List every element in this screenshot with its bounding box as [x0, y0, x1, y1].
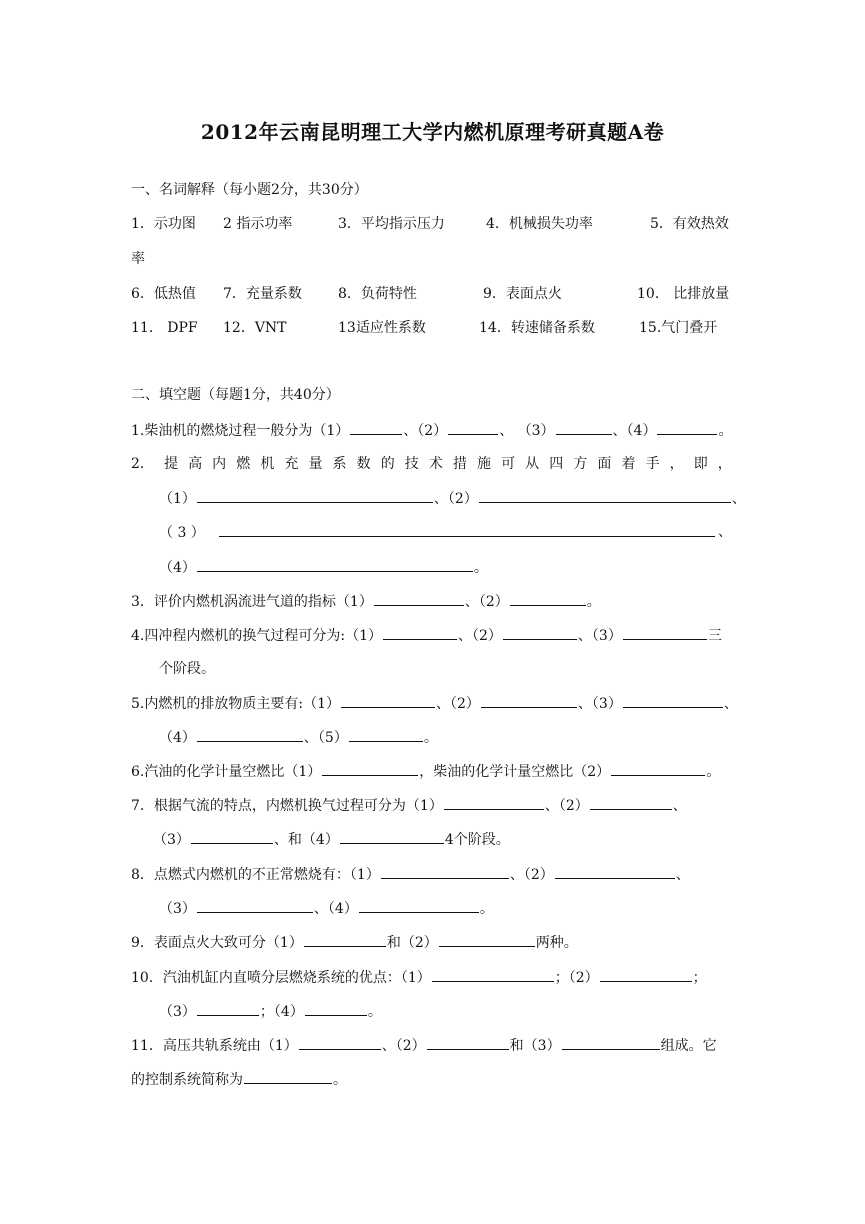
answer-blank[interactable] — [299, 1035, 381, 1050]
question-7: 7．根据气流的特点，内燃机换气过程可分为（1） 、（2） 、 — [131, 795, 687, 816]
answer-blank[interactable] — [448, 420, 498, 435]
answer-blank[interactable] — [197, 557, 473, 572]
answer-blank[interactable] — [383, 625, 457, 640]
answer-blank[interactable] — [427, 1035, 509, 1050]
answer-blank[interactable] — [657, 420, 717, 435]
term-6: 6．低热值 — [131, 286, 196, 302]
question-2-stem-char: 机 — [260, 456, 275, 472]
term-5-wrap: 率 — [131, 251, 145, 267]
answer-blank[interactable] — [305, 1001, 367, 1016]
term-14: 14．转速储备系数 — [479, 320, 595, 336]
question-2-stem-char: 高 — [188, 456, 203, 472]
question-2-stem-char: ， — [669, 456, 684, 472]
answer-blank[interactable] — [304, 932, 386, 947]
question-2-stem-char: 燃 — [236, 456, 251, 472]
answer-blank[interactable] — [322, 761, 418, 776]
question-2-stem-char: 技 — [404, 456, 419, 472]
question-2-stem-char: ， — [717, 456, 732, 472]
answer-blank[interactable] — [197, 1001, 259, 1016]
question-11-cont: 的控制系统简称为 。 — [131, 1069, 347, 1090]
section1-header: 一、名词解释（每小题2分，共30分） — [131, 182, 368, 198]
answer-blank[interactable] — [350, 420, 402, 435]
term-4: 4．机械损失功率 — [486, 216, 593, 232]
answer-blank[interactable] — [623, 693, 723, 708]
question-2-stem-char: 四 — [549, 456, 564, 472]
answer-blank[interactable] — [611, 761, 705, 776]
question-2-stem-char: 量 — [308, 456, 323, 472]
question-5: 5.内燃机的排放物质主要有:（1） 、（2） 、（3） 、 — [131, 693, 738, 714]
question-2-line-3: （4） 。 — [159, 557, 488, 578]
question-2-stem-char: 的 — [380, 456, 395, 472]
question-2-stem-char: 提 — [164, 456, 178, 472]
question-2-stem-char: 术 — [428, 456, 443, 472]
term-15: 15.气门叠开 — [639, 320, 718, 336]
question-9: 9．表面点火大致可分（1） 和（2） 两种。 — [131, 932, 578, 953]
answer-blank[interactable] — [341, 693, 435, 708]
term-3: 3．平均指示压力 — [338, 216, 445, 232]
term-9: 9．表面点火 — [483, 286, 562, 302]
answer-blank[interactable] — [359, 898, 479, 913]
answer-blank[interactable] — [562, 1035, 660, 1050]
question-2-stem-char: 手 — [645, 456, 660, 472]
question-2-stem — [131, 454, 732, 474]
answer-blank[interactable] — [444, 795, 544, 810]
answer-blank[interactable] — [510, 591, 586, 606]
answer-blank[interactable] — [244, 1069, 332, 1084]
question-2-stem-char: 方 — [573, 456, 588, 472]
answer-blank[interactable] — [349, 727, 423, 742]
answer-blank[interactable] — [481, 693, 577, 708]
question-2-stem-char: 充 — [284, 456, 299, 472]
page-title: 2012年云南昆明理工大学内燃机原理考研真题A卷 — [200, 120, 665, 144]
answer-blank[interactable] — [381, 864, 509, 879]
question-3: 3．评价内燃机涡流进气道的指标（1） 、（2） 。 — [131, 591, 601, 612]
answer-blank[interactable] — [479, 488, 731, 503]
term-1: 1．示功图 — [131, 216, 196, 232]
answer-blank[interactable] — [340, 829, 444, 844]
question-5-cont: （4） 、（5） 。 — [159, 727, 438, 748]
question-2-stem-char: 面 — [597, 456, 612, 472]
question-6: 6.汽油的化学计量空燃比（1） ，柴油的化学计量空燃比（2） 。 — [131, 761, 720, 782]
answer-blank[interactable] — [623, 625, 707, 640]
question-10-cont: （3） ；（4） 。 — [159, 1001, 382, 1022]
term-12: 12．VNT — [223, 320, 287, 336]
question-2-stem-char: 内 — [212, 456, 227, 472]
question-8: 8．点燃式内燃机的不正常燃烧有：（1） 、（2） 、 — [131, 864, 690, 885]
term-5: 5．有效热效 — [650, 216, 729, 232]
question-11: 11．高压共轨系统由（1） 、（2） 和（3） 组成。它 — [131, 1035, 717, 1056]
answer-blank[interactable] — [555, 864, 675, 879]
question-2-line-1: （1） 、（2） 、 — [159, 488, 746, 509]
question-4: 4.四冲程内燃机的换气过程可分为:（1） 、（2） 、（3） 三 — [131, 625, 722, 646]
question-2-stem-char: 从 — [525, 456, 540, 472]
answer-blank[interactable] — [219, 522, 715, 537]
term-13: 13适应性系数 — [338, 320, 426, 336]
answer-blank[interactable] — [197, 727, 303, 742]
question-2-stem-char: 措 — [452, 456, 467, 472]
answer-blank[interactable] — [503, 625, 577, 640]
question-10: 10．汽油机缸内直喷分层燃烧系统的优点：（1） ；（2） ； — [131, 967, 707, 988]
question-2-stem-char: 施 — [477, 456, 492, 472]
question-4-cont: 个阶段。 — [159, 661, 215, 677]
answer-blank[interactable] — [197, 488, 433, 503]
term-11: 11． DPF — [131, 320, 198, 336]
question-2-line-2: （ 3 ） 、 — [159, 524, 732, 541]
term-2: 2 指示功率 — [223, 216, 293, 232]
section2-header: 二、填空题（每题1分，共40分） — [131, 387, 340, 403]
answer-blank[interactable] — [590, 795, 672, 810]
question-8-cont: （3） 、（4） 。 — [159, 898, 494, 919]
term-8: 8．负荷特性 — [338, 286, 417, 302]
answer-blank[interactable] — [197, 898, 313, 913]
question-1: 1.柴油机的燃烧过程一般分为（1） 、（2） 、 （3） 、（4） 。 — [131, 420, 732, 441]
term-7: 7．充量系数 — [223, 286, 302, 302]
answer-blank[interactable] — [432, 967, 554, 982]
question-2-stem-char: 着 — [621, 456, 636, 472]
question-2-stem-char: 系 — [332, 456, 347, 472]
question-2-stem-char: 数 — [356, 456, 371, 472]
question-2-stem-char: 可 — [501, 456, 516, 472]
question-7-cont: （3） 、和（4） 4个阶段。 — [153, 829, 510, 850]
answer-blank[interactable] — [556, 420, 612, 435]
term-10: 10． 比排放量 — [637, 286, 730, 302]
answer-blank[interactable] — [191, 829, 273, 844]
question-2-stem-char: 2． — [131, 456, 154, 472]
answer-blank[interactable] — [374, 591, 464, 606]
question-2-stem-char: 即 — [693, 456, 708, 472]
answer-blank[interactable] — [600, 967, 692, 982]
answer-blank[interactable] — [439, 932, 535, 947]
